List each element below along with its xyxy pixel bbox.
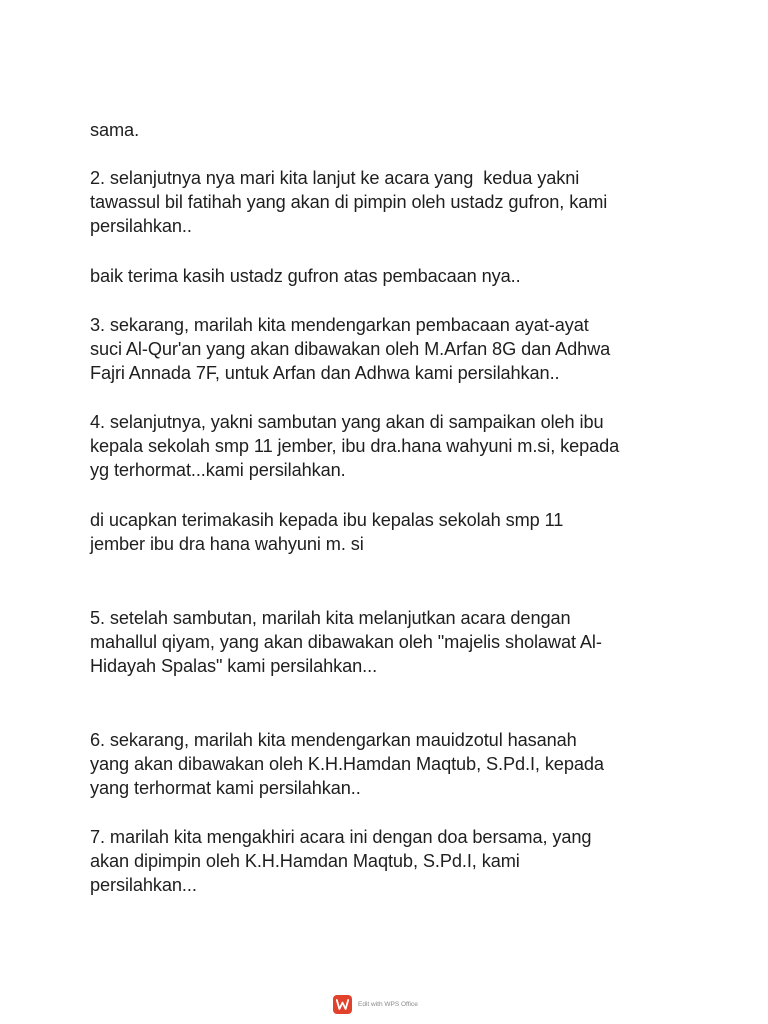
wps-footer (333, 994, 418, 1014)
paragraph-thanks-principal (90, 508, 710, 556)
text-line: tawassul bil fatihah yang akan di pimpin oleh ustadz gufron, kami (90, 192, 608, 212)
wps-office-logo-icon (333, 995, 352, 1014)
text-line: Fajri Annada 7F, untuk Arfan dan Adhwa kami persilahkan.. (90, 363, 560, 383)
paragraph-item-3 (90, 313, 710, 385)
text-line: 7. marilah kita mengakhiri acara ini dengan doa bersama, yang (90, 827, 592, 847)
text-line: sama. (90, 120, 140, 140)
text-line: kepala sekolah smp 11 jember, ibu dra.hana wahyuni m.si, kepada (90, 436, 620, 456)
paragraph-item-2 (90, 166, 710, 238)
paragraph-item-6 (90, 728, 710, 800)
text-line: yg terhormat...kami persilahkan. (90, 460, 346, 480)
text-line: yang akan dibawakan oleh K.H.Hamdan Maqtub, S.Pd.I, kepada (90, 754, 604, 774)
text-line: 6. sekarang, marilah kita mendengarkan mauidzotul hasanah (90, 730, 577, 750)
text-line: 2. selanjutnya nya mari kita lanjut ke acara yang kedua yakni (90, 168, 580, 188)
text-line: baik terima kasih ustadz gufron atas pembacaan nya.. (90, 266, 521, 286)
paragraph-item-4 (90, 410, 710, 482)
text-line: jember ibu dra hana wahyuni m. si (90, 534, 364, 554)
paragraph-item-5 (90, 606, 710, 678)
text-line: persilahkan.. (90, 216, 192, 236)
text-line: persilahkan... (90, 875, 197, 895)
text-line: mahallul qiyam, yang akan dibawakan oleh "majelis sholawat Al- (90, 632, 602, 652)
text-line: Hidayah Spalas" kami persilahkan... (90, 656, 378, 676)
text-line: akan dipimpin oleh K.H.Hamdan Maqtub, S.Pd.I, kami (90, 851, 520, 871)
paragraph-thanks-gufron (90, 264, 710, 288)
text-line: suci Al-Qur'an yang akan dibawakan oleh M.Arfan 8G dan Adhwa (90, 339, 611, 359)
paragraph-continuation (90, 118, 710, 142)
wps-footer-label: Edit with WPS Office (358, 1000, 418, 1008)
paragraph-item-7 (90, 825, 710, 897)
text-line: di ucapkan terimakasih kepada ibu kepalas sekolah smp 11 (90, 510, 564, 530)
text-line: 5. setelah sambutan, marilah kita melanjutkan acara dengan (90, 608, 571, 628)
text-line: 4. selanjutnya, yakni sambutan yang akan di sampaikan oleh ibu (90, 412, 604, 432)
text-line: yang terhormat kami persilahkan.. (90, 778, 361, 798)
text-line: 3. sekarang, marilah kita mendengarkan pembacaan ayat-ayat (90, 315, 589, 335)
